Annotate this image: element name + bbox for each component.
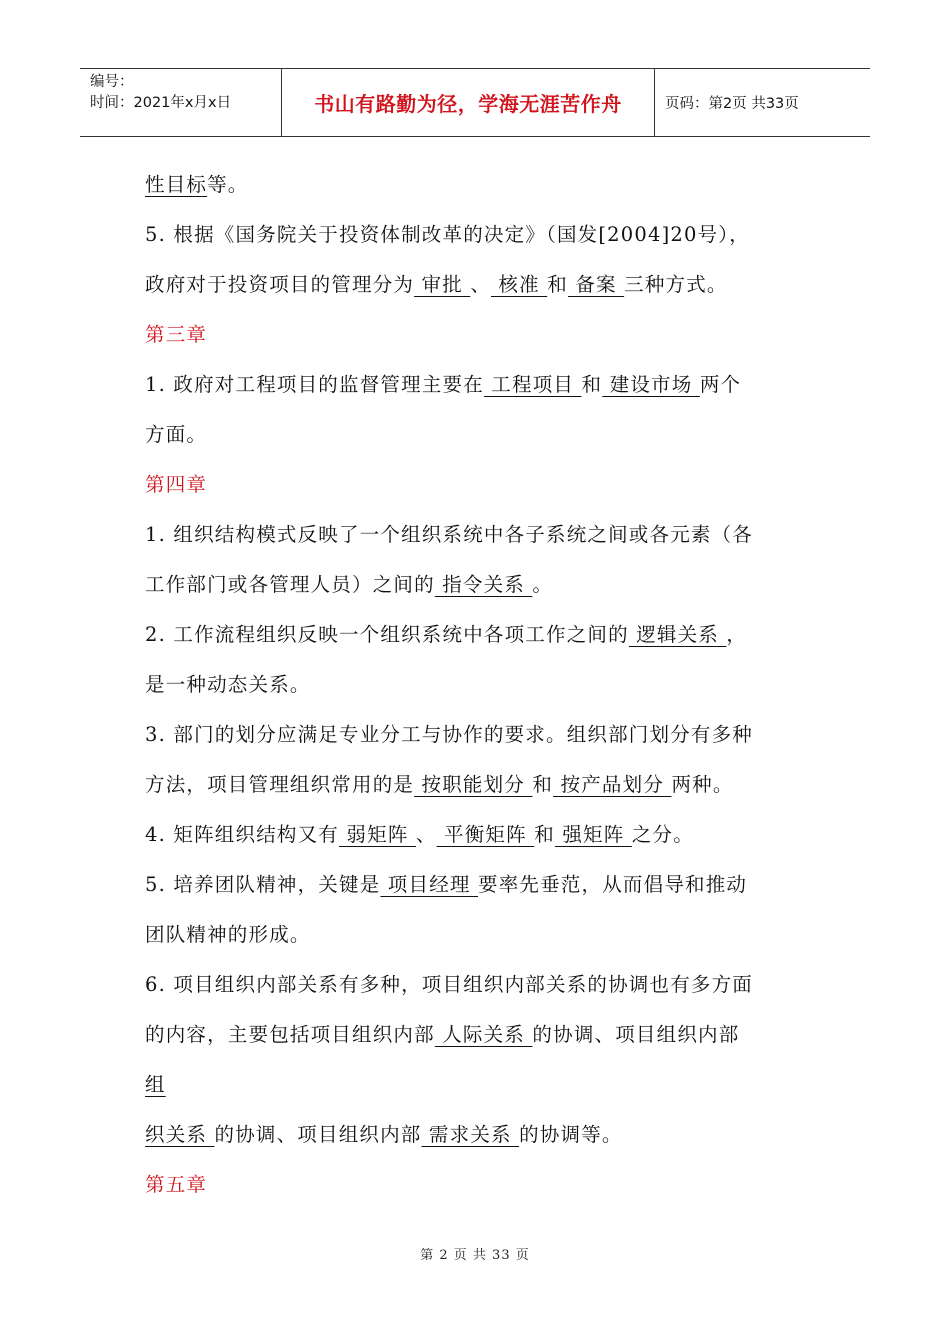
text-segment: ， xyxy=(726,623,748,646)
text-line xyxy=(145,1060,815,1110)
text-line xyxy=(145,760,815,810)
text-segment: 2. 工作流程组织反映一个组织系统中各项工作之间的 xyxy=(145,623,629,646)
text-segment: 、 xyxy=(470,273,492,296)
text-segment: 要率先垂范，从而倡导和推动 xyxy=(478,873,748,896)
text-line xyxy=(145,360,815,410)
chapter-heading xyxy=(145,310,815,360)
text-segment: 政府对于投资项目的管理分为 xyxy=(145,273,415,296)
text-segment: 5. 培养团队精神，关键是 xyxy=(145,873,381,896)
text-segment: 两个 xyxy=(699,373,742,396)
text-line xyxy=(145,710,815,760)
text-segment: 和 xyxy=(534,823,555,846)
text-line xyxy=(145,260,815,310)
text-line xyxy=(145,910,815,960)
answer-blank: 核准 xyxy=(491,273,548,296)
answer-blank: 人际关系 xyxy=(434,1023,533,1046)
header-meta xyxy=(80,69,282,136)
answer-blank: 按产品划分 xyxy=(553,773,672,796)
text-segment: 是一种动态关系。 xyxy=(145,673,311,696)
text-line xyxy=(145,1110,815,1160)
text-line xyxy=(145,1010,815,1060)
answer-blank: 性目标 xyxy=(145,173,208,196)
text-line xyxy=(145,810,815,860)
text-segment: 之分。 xyxy=(631,823,694,846)
text-segment: 的协调等。 xyxy=(519,1123,623,1146)
chapter-heading xyxy=(145,1160,815,1210)
answer-blank: 组 xyxy=(145,1073,166,1096)
text-line xyxy=(145,560,815,610)
text-segment: 3. 部门的划分应满足专业分工与协作的要求。组织部门划分有多种 xyxy=(145,723,754,746)
answer-blank: 需求关系 xyxy=(421,1123,520,1146)
page-footer: 第 2 页 共 33 页 xyxy=(420,1248,530,1263)
text-segment: 第四章 xyxy=(145,473,208,496)
text-segment: 两种。 xyxy=(671,773,734,796)
text-segment: 的协调、项目组织内部 xyxy=(532,1023,740,1046)
text-segment: 的协调、项目组织内部 xyxy=(214,1123,422,1146)
answer-blank: 建设市场 xyxy=(602,373,700,396)
text-line xyxy=(145,210,815,260)
text-line xyxy=(145,410,815,460)
answer-blank: 逻辑关系 xyxy=(628,623,727,646)
text-segment: 等。 xyxy=(207,173,249,196)
text-segment: 6. 项目组织内部关系有多种，项目组织内部关系的协调也有多方面 xyxy=(145,973,754,996)
header-page-info: 页码：第2页 共33页 xyxy=(665,96,799,112)
text-line xyxy=(145,510,815,560)
text-line xyxy=(145,660,815,710)
header-motto: 书山有路勤为径，学海无涯苦作舟 xyxy=(282,69,655,136)
answer-blank: 指令关系 xyxy=(434,573,533,596)
text-segment: 工作部门或各管理人员）之间的 xyxy=(145,573,435,596)
answer-blank: 备案 xyxy=(567,273,625,296)
answer-blank: 工程项目 xyxy=(483,373,582,396)
answer-blank: 按职能划分 xyxy=(414,773,533,796)
text-line xyxy=(145,160,815,210)
answer-blank: 平衡矩阵 xyxy=(436,823,535,846)
text-segment: 团队精神的形成。 xyxy=(145,923,311,946)
text-segment: 4. 矩阵组织结构又有 xyxy=(145,823,340,846)
text-segment: 第五章 xyxy=(145,1173,208,1196)
document-body xyxy=(145,160,815,1210)
text-line xyxy=(145,860,815,910)
text-segment: 和 xyxy=(547,273,568,296)
text-segment: 1. 政府对工程项目的监督管理主要在 xyxy=(145,373,484,396)
answer-blank: 项目经理 xyxy=(380,873,479,896)
text-segment: 三种方式。 xyxy=(624,273,728,296)
answer-blank: 审批 xyxy=(414,273,471,296)
answer-blank: 织关系 xyxy=(145,1123,215,1146)
text-segment: 方面。 xyxy=(145,423,208,446)
number-label: 编号： xyxy=(90,74,134,90)
text-segment: 方法，项目管理组织常用的是 xyxy=(145,773,415,796)
text-segment: 5. 根据《国务院关于投资体制改革的决定》（国发[2004]20号）， xyxy=(145,223,750,246)
answer-blank: 弱矩阵 xyxy=(339,823,416,846)
text-segment: 和 xyxy=(532,773,554,796)
text-segment: 第三章 xyxy=(145,323,208,346)
answer-blank: 强矩阵 xyxy=(554,823,632,846)
chapter-heading xyxy=(145,460,815,510)
date-label: 时间：2021年x月x日 xyxy=(90,95,232,111)
text-segment: 和 xyxy=(581,373,603,396)
text-segment: 1. 组织结构模式反映了一个组织系统中各子系统之间或各元素（各 xyxy=(145,523,754,546)
text-segment: 。 xyxy=(532,573,554,596)
text-line xyxy=(145,960,815,1010)
text-line xyxy=(145,610,815,660)
text-segment: 、 xyxy=(415,823,437,846)
page-header xyxy=(80,68,870,137)
text-segment: 的内容，主要包括项目组织内部 xyxy=(145,1023,435,1046)
